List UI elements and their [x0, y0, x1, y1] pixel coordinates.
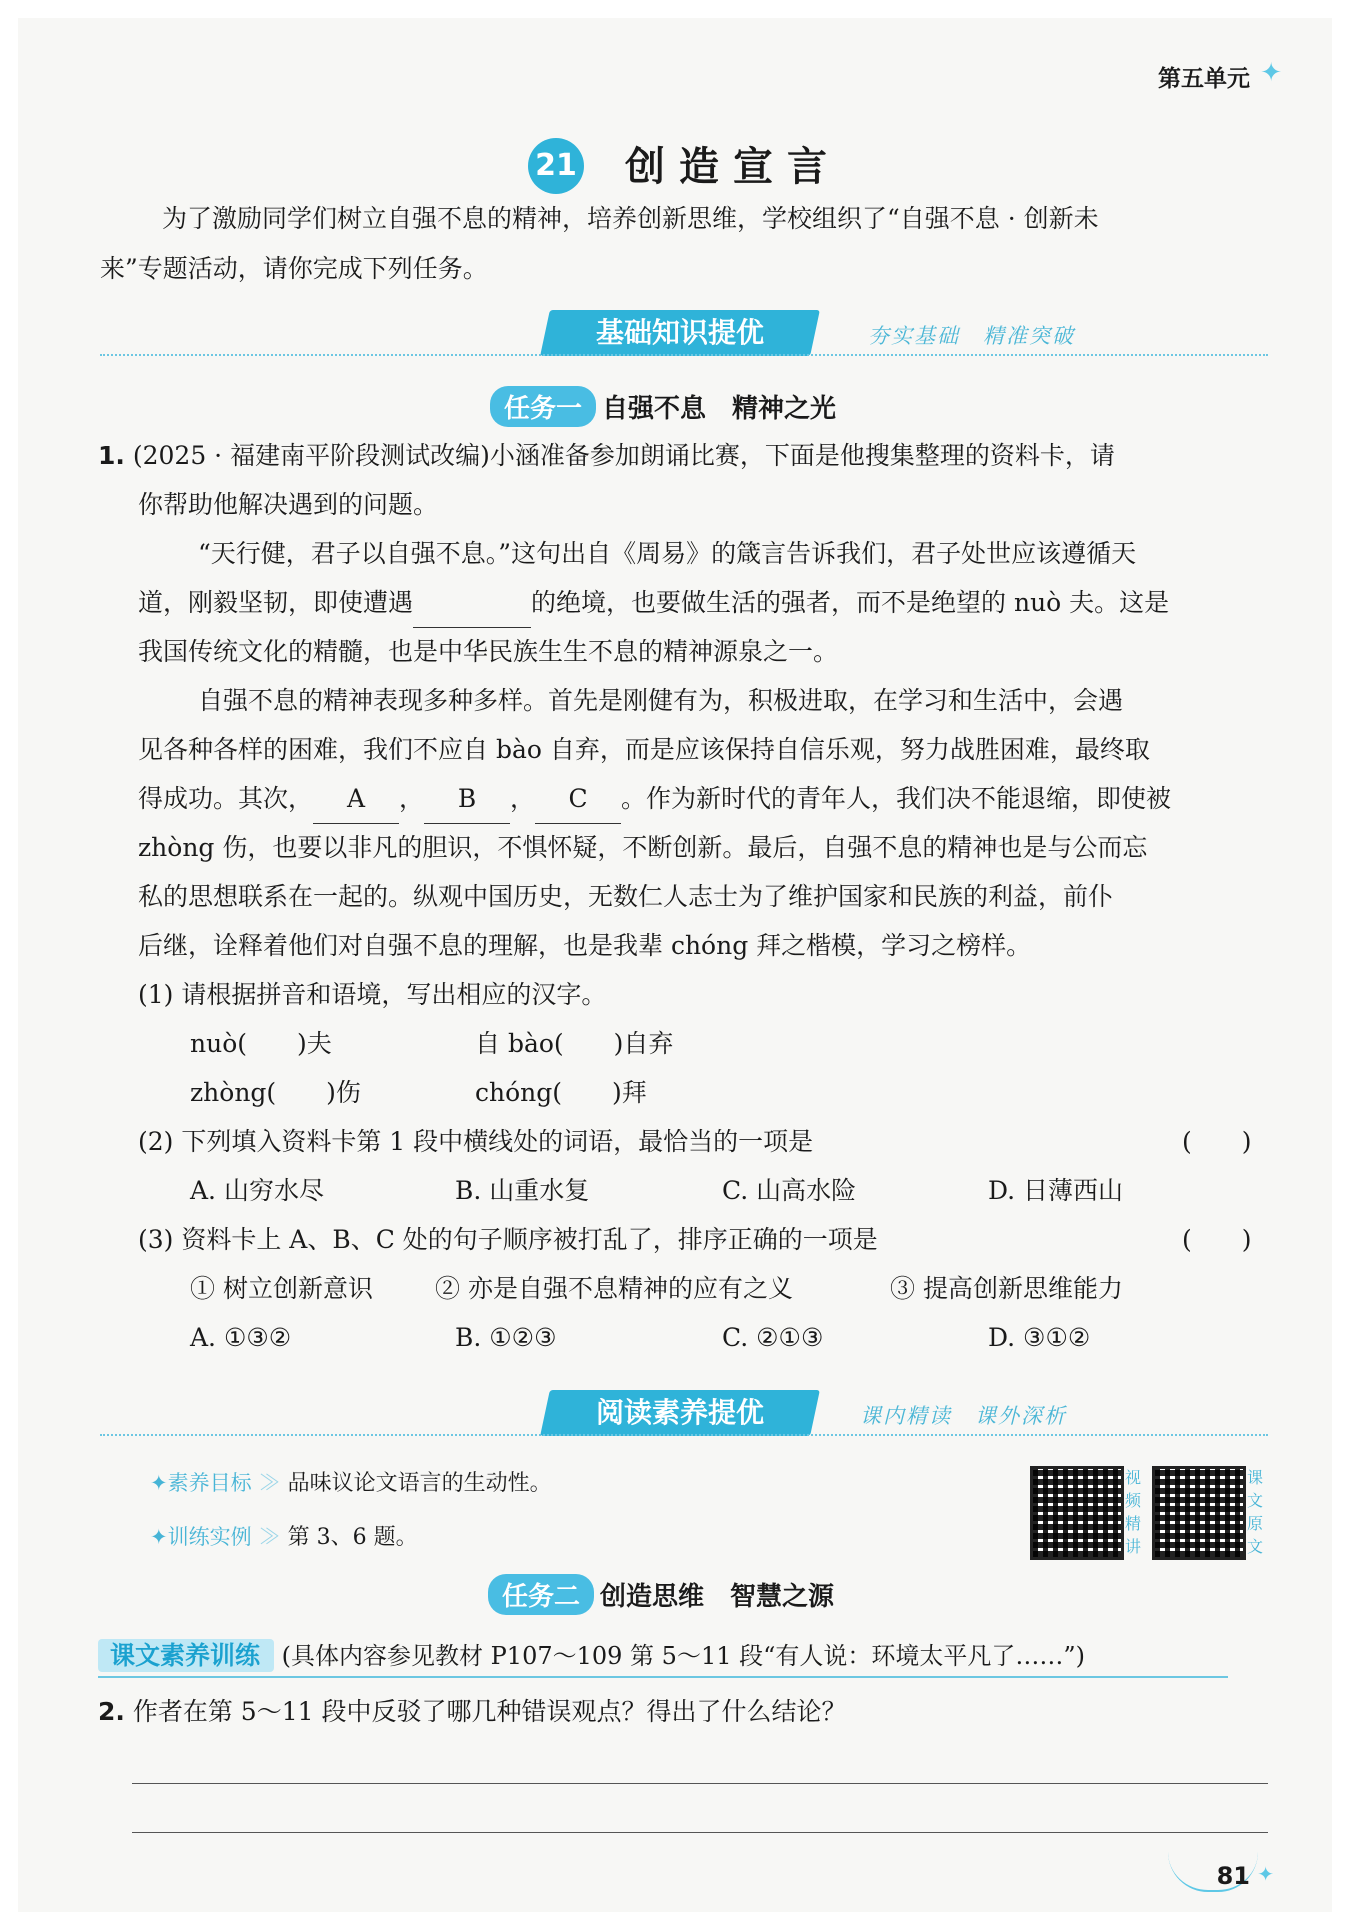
option-c[interactable]: C. ②①③: [722, 1323, 824, 1352]
sentence-3: ③ 提高创新思维能力: [890, 1274, 1123, 1303]
option-d[interactable]: D. ③①②: [988, 1323, 1091, 1352]
task-1-title: 自强不息 精神之光: [602, 394, 837, 424]
option-a[interactable]: A. 山穷水尽: [190, 1176, 324, 1205]
option-b[interactable]: B. ①②③: [455, 1323, 557, 1352]
answer-line[interactable]: [132, 1783, 1268, 1784]
goal-row-2: ✦训练实例 ≫ 第 3、6 题。: [150, 1525, 418, 1550]
goal-row-1: ✦素养目标 ≫ 品味议论文语言的生动性。: [150, 1471, 552, 1496]
option-d[interactable]: D. 日薄西山: [988, 1176, 1124, 1205]
question-number: 2.: [98, 1697, 125, 1726]
card-line: 私的思想联系在一起的。纵观中国历史，无数仁人志士为了维护国家和民族的利益，前仆: [138, 882, 1114, 911]
section-divider: [100, 1434, 1268, 1436]
card-text: 得成功。其次，: [138, 784, 314, 813]
section-subtitle-reading: 课内精读 课外深析: [860, 1404, 1067, 1428]
question-1-intro-line: 你帮助他解决遇到的问题。: [138, 490, 439, 519]
option-c[interactable]: C. 山高水险: [722, 1176, 857, 1205]
answer-line[interactable]: [132, 1832, 1268, 1833]
question-1-intro-line: (2025 · 福建南平阶段测试改编)小涵准备参加朗诵比赛，下面是他搜集整理的资料卡，请: [132, 441, 1115, 470]
task-1-pill: 任务一: [490, 386, 596, 427]
option-a[interactable]: A. ①③②: [190, 1323, 292, 1352]
blank-b: B: [424, 775, 510, 824]
task-2-title: 创造思维 智慧之源: [600, 1582, 835, 1612]
answer-bracket[interactable]: ( ): [1182, 1127, 1252, 1156]
blank-a: A: [313, 775, 399, 824]
page-number: 81: [1216, 1862, 1250, 1890]
section-banner-basic: 基础知识提优: [540, 310, 820, 356]
sentence-1: ① 树立创新意识: [190, 1274, 373, 1303]
lesson-title: 创造宣言: [625, 143, 841, 190]
unit-label: 第五单元: [1158, 66, 1250, 92]
goal-text: 第 3、6 题。: [287, 1525, 418, 1550]
task-1-heading: [490, 386, 836, 427]
training-text: (具体内容参见教材 P107～109 第 5～11 段“有人说：环境太平凡了……”): [281, 1642, 1086, 1670]
lesson-number-badge: 21: [528, 138, 584, 194]
training-row: [98, 1636, 1228, 1678]
card-line: 得成功。其次， A ， B ， C 。作为新时代的青年人，我们决不能退缩，即使被: [138, 775, 1171, 824]
card-line: 后继，诠释着他们对自强不息的理解，也是我辈 chóng 拜之楷模，学习之榜样。: [138, 931, 1032, 960]
card-line: 自强不息的精神表现多种多样。首先是刚健有为，积极进取，在学习和生活中，会遇: [198, 686, 1124, 715]
card-line: “天行健，君子以自强不息。”这句出自《周易》的箴言告诉我们，君子处世应该遵循天: [198, 539, 1137, 568]
card-line: 我国传统文化的精髓，也是中华民族生生不息的精神源泉之一。: [138, 637, 839, 666]
task-2-heading: [488, 1574, 834, 1615]
qr-code-video[interactable]: [1030, 1466, 1124, 1560]
fill-blank[interactable]: [413, 579, 531, 628]
sentence-2: ② 亦是自强不息精神的应有之义: [435, 1274, 793, 1303]
pinyin-answer-1[interactable]: nuò( )夫: [190, 1029, 332, 1058]
goal-text: 品味议论文语言的生动性。: [287, 1471, 552, 1496]
intro-line-2: 来”专题活动，请你完成下列任务。: [100, 254, 488, 283]
section-divider: [100, 354, 1268, 356]
card-text: 。作为新时代的青年人，我们决不能退缩，即使被: [621, 784, 1172, 813]
sub-question-3: (3) 资料卡上 A、B、C 处的句子顺序被打乱了，排序正确的一项是: [138, 1225, 878, 1254]
option-b[interactable]: B. 山重水复: [455, 1176, 590, 1205]
section-banner-reading: 阅读素养提优: [540, 1390, 820, 1436]
sub-question-1: (1) 请根据拼音和语境，写出相应的汉字。: [138, 980, 607, 1009]
goal-label: ✦训练实例: [150, 1525, 252, 1549]
sparkle-icon: ✦: [1260, 58, 1282, 88]
pinyin-answer-2[interactable]: 自 bào( )自弃: [475, 1029, 674, 1058]
sub-question-2: (2) 下列填入资料卡第 1 段中横线处的词语，最恰当的一项是: [138, 1127, 814, 1156]
sparkle-icon: ✦: [1257, 1862, 1274, 1886]
question-2: [98, 1688, 846, 1736]
section-subtitle-basic: 夯实基础 精准突破: [868, 324, 1075, 348]
card-line: 见各种各样的困难，我们不应自 bào 自弃，而是应该保持自信乐观，努力战胜困难，最终取: [138, 735, 1150, 764]
pinyin-answer-4[interactable]: chóng( )拜: [475, 1078, 647, 1107]
card-text: 的绝境，也要做生活的强者，而不是绝望的 nuò 夫。这是: [531, 588, 1170, 617]
qr-tag-text: 课文原文: [1246, 1468, 1263, 1556]
pinyin-answer-3[interactable]: zhòng( )伤: [190, 1078, 361, 1107]
card-line: zhòng 伤，也要以非凡的胆识，不惧怀疑，不断创新。最后，自强不息的精神也是与公而忘: [138, 833, 1148, 862]
question-1: [98, 432, 1115, 480]
answer-bracket[interactable]: ( ): [1182, 1225, 1252, 1254]
question-number: 1.: [98, 441, 125, 470]
qr-tag-video: 视频精讲: [1124, 1468, 1141, 1556]
training-label: 课文素养训练: [98, 1639, 274, 1672]
card-text: 道，刚毅坚韧，即使遭遇: [138, 588, 414, 617]
intro-line-1: 为了激励同学们树立自强不息的精神，培养创新思维，学校组织了“自强不息 · 创新未: [162, 204, 1099, 233]
card-line: [138, 579, 1169, 628]
question-2-text: 作者在第 5～11 段中反驳了哪几种错误观点？得出了什么结论？: [132, 1697, 847, 1726]
qr-code-text[interactable]: [1152, 1466, 1246, 1560]
goal-label: ✦素养目标: [150, 1471, 252, 1495]
task-2-pill: 任务二: [488, 1574, 594, 1615]
blank-c: C: [535, 775, 621, 824]
